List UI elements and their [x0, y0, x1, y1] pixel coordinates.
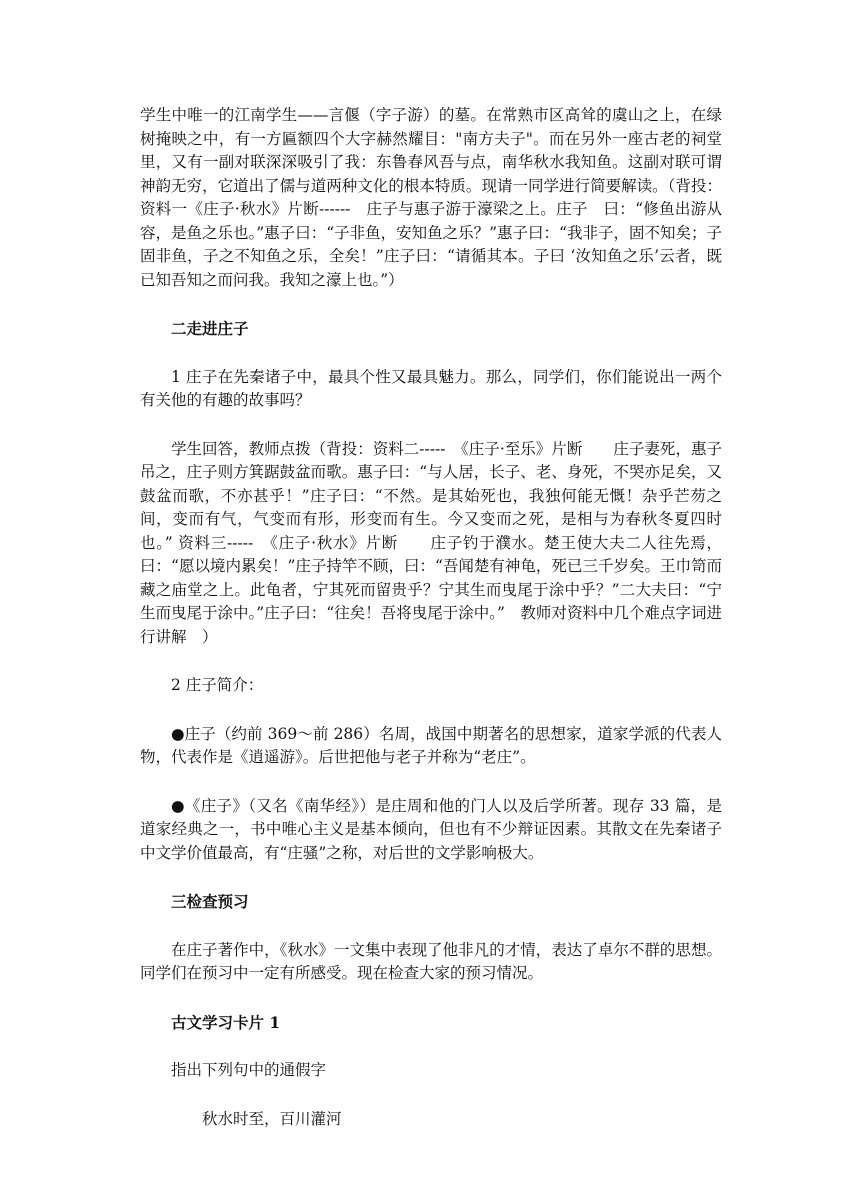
- section-heading-3: 三检查预习: [171, 892, 249, 911]
- answer-paragraph: 学生回答，教师点拨（背投：资料二----- 《庄子·至乐》片断 庄子妻死，惠子吊之，庄子则方箕踞鼓盆而歌。惠子曰：“与人居，长子、老、身死，不哭亦足矣，又鼓盆而歌，不亦甚乎！”庄子曰：“不然。是其始死也，我独何能无慨！杂乎芒芴之间，变而有气，气变而有形，形变而有生。今又变而之死，是相与为春秋冬夏四时也。” 资料三----- 《庄子·秋水》片断 庄子钓于濮水。楚王使大夫二人往先焉，曰：“愿以境内累矣！”庄子持竿不顾，曰：“吾闻楚有神龟，死已三千岁矣。王巾笥而藏之庙堂之上。此龟者，宁其死而留贵乎？宁其生而曳尾于涂中乎？”二大夫曰：“宁生而曳尾于涂中。”庄子曰：“往矣！吾将曳尾于涂中。” 教师对资料中几个难点字词进行讲解 ）: [140, 439, 722, 646]
- bullet-zhuangzi-bio: ●庄子（约前 369～前 286）名周，战国中期著名的思想家，道家学派的代表人物，代表作是《逍遥游》。后世把他与老子并称为“老庄”。: [140, 724, 722, 766]
- study-card-example: 秋水时至，百川灌河: [202, 1109, 342, 1128]
- document-body: [140, 104, 722, 1156]
- bullet-zhuangzi-book: ●《庄子》（又名《南华经》）是庄周和他的门人以及后学所著。现存 33 篇，是道家经典之一，书中唯心主义是基本倾向，但也有不少辩证因素。其散文在先秦诸子中文学价值最高，有“庄骚”之称，对后世的文学影响极大。: [140, 796, 722, 862]
- preview-paragraph: 在庄子著作中，《秋水》一文集中表现了他非凡的才情，表达了卓尔不群的思想。同学们在预习中一定有所感受。现在检查大家的预习情况。: [140, 940, 722, 982]
- section-heading-2: 二走进庄子: [171, 319, 249, 338]
- study-card-task: 指出下列句中的通假字: [171, 1061, 327, 1079]
- study-card-heading: 古文学习卡片 1: [171, 1012, 281, 1032]
- intro-paragraph: 学生中唯一的江南学生——言偃（字子游）的墓。在常熟市区高耸的虞山之上，在绿树掩映之中，有一方匾额四个大字赫然耀目："南方夫子"。而在另外一座古老的祠堂里，又有一副对联深深吸引了我：东鲁春风吾与点，南华秋水我知鱼。这副对联可谓神韵无穷，它道出了儒与道两种文化的根本特质。现请一同学进行简要解读。（背投：资料一《庄子·秋水》片断------ 庄子与惠子游于濠梁之上。庄子 曰：“修鱼出游从容，是鱼之乐也。”惠子曰：“子非鱼，安知鱼之乐？”惠子曰：“我非子，固不知矣；子固非鱼，子之不知鱼之乐，全矣！”庄子曰：“请循其本。子曰 ‘汝知鱼之乐’云者，既已知吾知之而问我。我知之濠上也。”）: [140, 106, 722, 289]
- question-1-paragraph: 1 庄子在先秦诸子中，最具个性又最具魅力。那么，同学们，你们能说出一两个有关他的有趣的故事吗？: [140, 367, 722, 409]
- question-2-paragraph: 2 庄子简介：: [171, 676, 264, 694]
